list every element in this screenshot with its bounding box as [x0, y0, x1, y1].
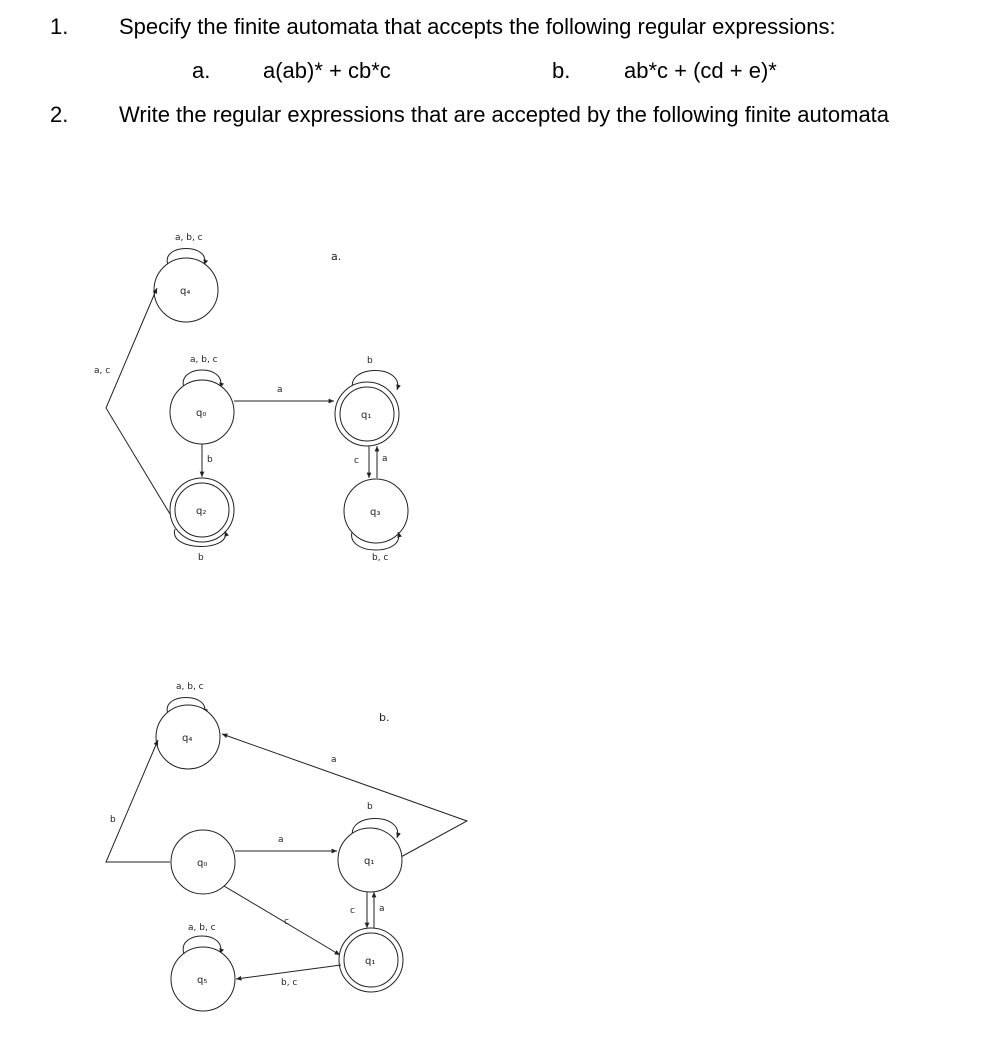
label-q0-q2-a: b	[207, 455, 213, 465]
question-1-number: 1.	[50, 14, 69, 39]
label-q3-q1-a: a	[382, 454, 388, 464]
name-q3-a: q₃	[370, 507, 381, 518]
state-q1-b	[338, 802, 402, 892]
question-1-text: Specify the finite automata that accepts the following regular expressions:	[119, 14, 836, 39]
label-q0-q1-b: a	[278, 835, 284, 845]
label-q3-loop-a: b, c	[372, 553, 389, 563]
edge-lower-q5-b	[236, 965, 341, 979]
label-q0-lower-b: c	[284, 917, 289, 927]
state-q0-a	[170, 355, 234, 444]
question-2-number: 2.	[50, 102, 69, 127]
automaton-a-caption: a.	[331, 250, 342, 263]
edge-q0-q4-b	[106, 740, 170, 862]
automaton-b	[106, 682, 467, 1011]
label-lower-q1-b: a	[379, 904, 385, 914]
automaton-a	[94, 233, 408, 563]
label-q0-q4-b: b	[110, 815, 116, 825]
state-q4-b	[156, 682, 220, 769]
name-q1-lower-b: q₁	[365, 956, 376, 967]
edge-q1-q4-b	[222, 734, 467, 858]
label-q1-loop-b: b	[367, 802, 373, 812]
state-q1-a	[335, 356, 399, 446]
edge-q2-q4-a	[106, 288, 170, 514]
label-q1-q3-a: c	[354, 456, 359, 466]
expression-b-label: b.	[552, 58, 571, 83]
label-q4-loop-b: a, b, c	[176, 682, 204, 692]
label-q1-q4-b: a	[331, 755, 337, 765]
state-q4-a	[154, 233, 218, 322]
label-q5-loop-b: a, b, c	[188, 923, 216, 933]
name-q5-b: q₅	[197, 975, 208, 986]
label-q0-loop-a: a, b, c	[190, 355, 218, 365]
state-q5-b	[171, 923, 235, 1011]
name-q1-a: q₁	[361, 410, 372, 421]
question-2-text: Write the regular expressions that are accepted by the following finite automata	[119, 102, 890, 127]
expression-a-label: a.	[192, 58, 211, 83]
name-q0-b: q₀	[197, 858, 208, 869]
state-q3-a	[344, 479, 408, 563]
label-q0-q1-a: a	[277, 385, 283, 395]
label-q1-lower-b: c	[350, 906, 355, 916]
name-q4-b: q₄	[182, 733, 193, 744]
state-q2-a	[170, 478, 234, 563]
expression-a-regex: a(ab)* + cb*c	[263, 58, 391, 83]
name-q2-a: q₂	[196, 506, 207, 517]
name-q0-a: q₀	[196, 408, 207, 419]
label-q2-loop-a: b	[198, 553, 204, 563]
expression-b-regex: ab*c + (cd + e)*	[624, 58, 777, 83]
label-edge-ac-a: a, c	[94, 366, 111, 376]
edge-q0-lower-b	[224, 886, 340, 955]
state-q1-lower-b	[339, 928, 403, 992]
label-lower-q5-b: b, c	[281, 978, 298, 988]
label-q4-loop-a: a, b, c	[175, 233, 203, 243]
label-q1-loop-a: b	[367, 356, 373, 366]
state-q0-b	[171, 830, 235, 894]
name-q1-b: q₁	[364, 856, 375, 867]
name-q4-a: q₄	[180, 286, 191, 297]
automaton-b-caption: b.	[379, 711, 390, 724]
